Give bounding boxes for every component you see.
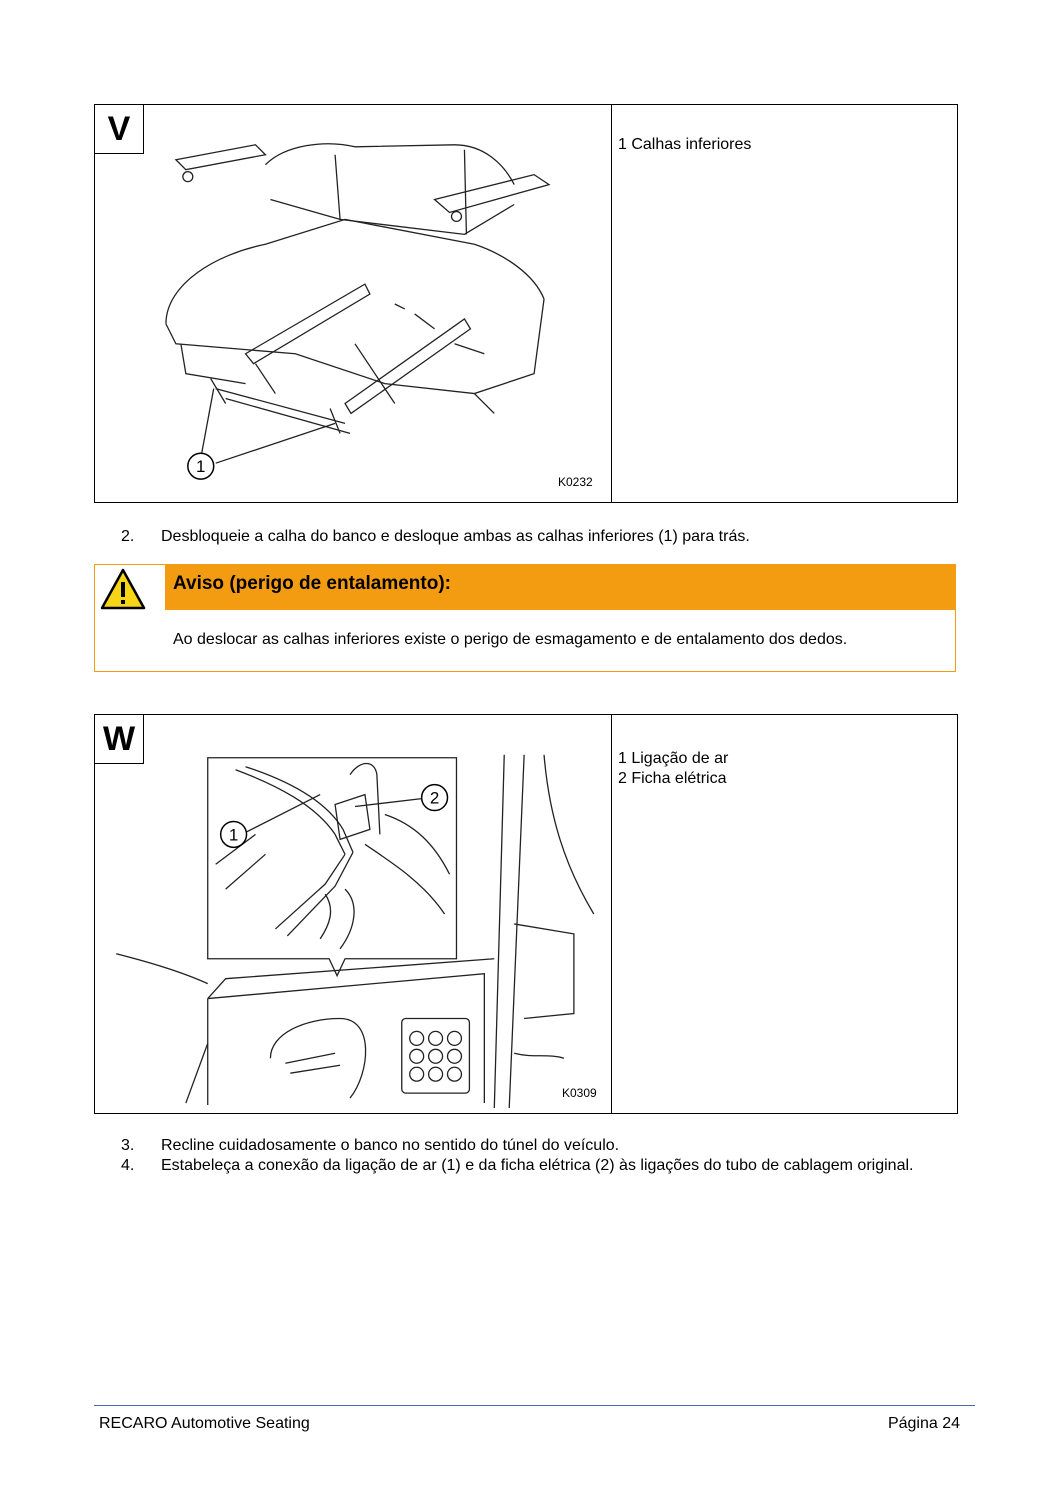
footer-page-number: Página 24 — [887, 1415, 960, 1432]
warning-title: Aviso (perigo de entalamento): — [173, 573, 451, 594]
figure-v — [94, 104, 958, 503]
step-text: Recline cuidadosamente o banco no sentido do túnel do veículo. — [161, 1137, 620, 1154]
air-electrical-connection-drawing — [95, 715, 611, 1113]
warning-text: Ao deslocar as calhas inferiores existe o perigo de esmagamento e de entalamento dos dedos. — [173, 631, 848, 648]
callout-1 — [221, 821, 247, 847]
footer-company: RECARO Automotive Seating — [99, 1415, 310, 1432]
callout-1-label: 1 — [196, 457, 206, 477]
legend-item: 2 Ficha elétrica — [618, 770, 727, 787]
figure-code: K0309 — [562, 1086, 597, 1100]
footer-divider — [94, 1405, 975, 1406]
figure-v-illustration — [95, 105, 612, 502]
callout-1-label: 1 — [228, 825, 239, 845]
step-number: 2. — [121, 528, 135, 545]
step-text: Estabeleça a conexão da ligação de ar (1) e da ficha elétrica (2) às ligações do tubo de cablagem original. — [161, 1157, 914, 1174]
figure-w-illustration — [95, 715, 612, 1113]
callout-2-label: 2 — [429, 788, 440, 808]
callout-2 — [422, 785, 448, 811]
legend-item: 1 Calhas inferiores — [618, 136, 752, 153]
figure-legend — [618, 135, 751, 155]
step-number: 3. — [121, 1137, 135, 1154]
figure-code: K0232 — [558, 475, 593, 489]
figure-letter: V — [95, 105, 144, 154]
figure-letter: W — [95, 715, 144, 764]
figure-w — [94, 714, 958, 1114]
legend-item: 1 Ligação de ar — [618, 750, 729, 767]
warning-box — [94, 564, 956, 672]
warning-triangle-icon — [99, 567, 147, 611]
warning-header — [165, 565, 955, 610]
seat-rails-drawing — [95, 105, 611, 502]
callout-1 — [188, 453, 214, 479]
step-text: Desbloqueie a calha do banco e desloque ambas as calhas inferiores (1) para trás. — [161, 528, 750, 545]
figure-legend — [618, 749, 728, 789]
step-number: 4. — [121, 1157, 135, 1174]
